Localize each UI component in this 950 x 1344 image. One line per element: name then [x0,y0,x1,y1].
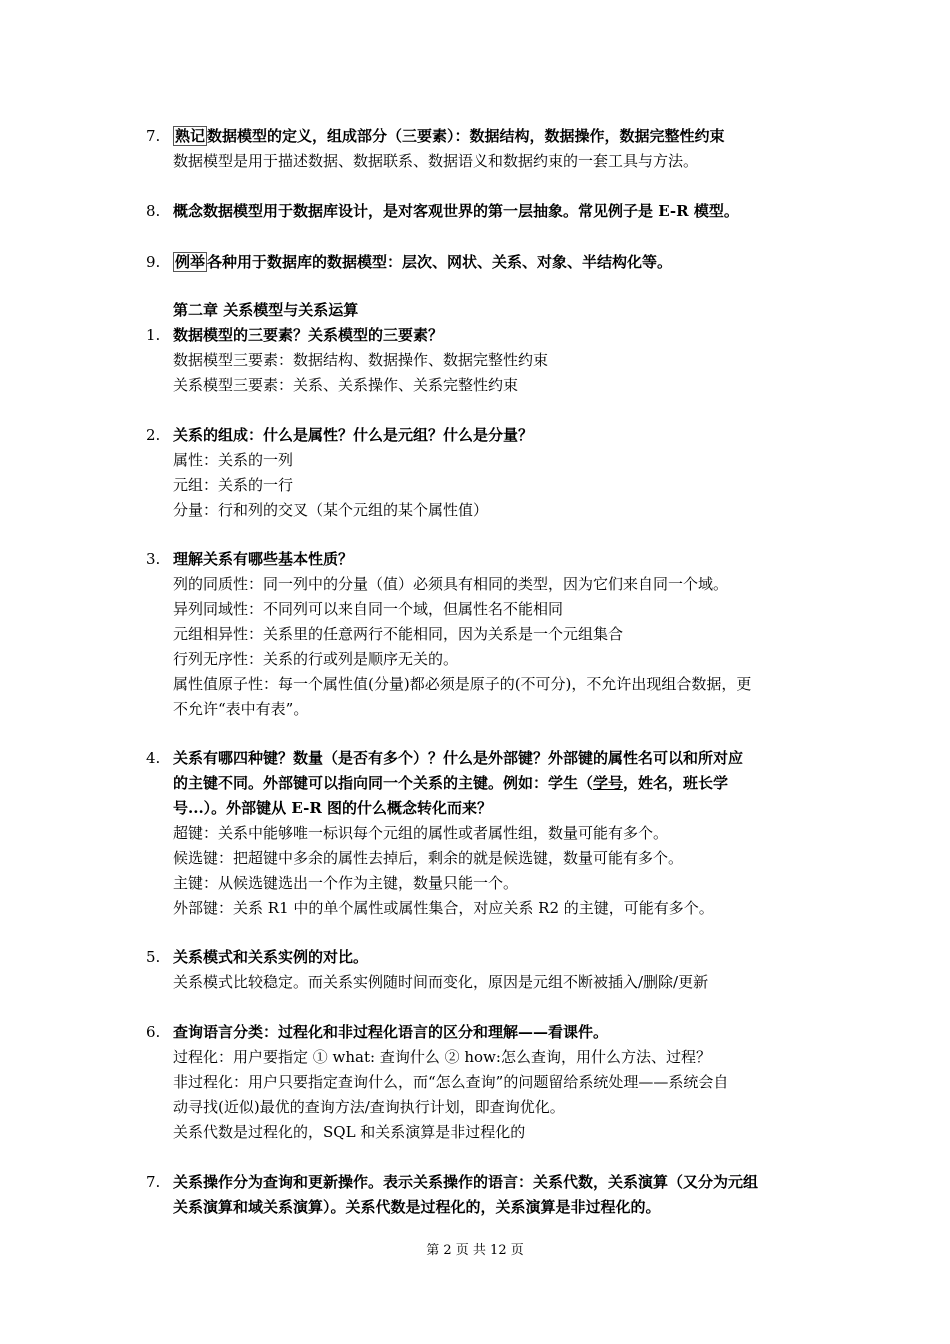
item-body-line: 动寻找(近似)最优的查询方法/查询执行计划，即查询优化。 [173,1098,565,1116]
list-item [146,1170,816,1220]
list-item [146,250,816,275]
item-number: 6. [146,1023,161,1041]
item-number: 2. [146,426,161,444]
list-item [146,746,816,921]
item-body-line: 超键：关系中能够唯一标识每个元组的属性或者属性组，数量可能有多个。 [173,824,669,842]
item-body-line: 非过程化：用户只要指定查询什么，而“怎么查询”的问题留给系统处理——系统会自 [173,1073,729,1091]
list-item [146,199,816,224]
boxed-keyword: 熟记 [175,127,206,145]
item-body-line: 外部键：关系 R1 中的单个属性或属性集合，对应关系 R2 的主键，可能有多个。 [173,899,714,917]
item-heading: 关系的组成：什么是属性？什么是元组？什么是分量？ [173,426,534,444]
heading-text: 数据模型的定义，组成部分（三要素）：数据结构，数据操作，数据完整性约束 [207,127,725,145]
item-body-line: 分量：行和列的交叉（某个元组的某个属性值） [173,501,489,519]
list-item [146,1020,816,1145]
item-body-line: 过程化：用户要指定 ① what: 查询什么 ② how:怎么查询，用什么方法、过程？ [173,1048,711,1066]
heading-text: 各种用于数据库的数据模型：层次、网状、关系、对象、半结构化等。 [207,253,673,271]
item-body-line: 元组相异性：关系里的任意两行不能相同，因为关系是一个元组集合 [173,625,624,643]
item-number: 7. [146,1173,161,1191]
item-heading: 理解关系有哪些基本性质？ [173,550,354,568]
item-heading [173,124,816,149]
item-number: 1. [146,326,161,344]
chapter-title: 第二章 关系模型与关系运算 [173,301,359,319]
item-heading: 概念数据模型用于数据库设计，是对客观世界的第一层抽象。常见例子是 E-R 模型。 [173,202,739,220]
item-body-line: 异列同域性：不同列可以来自同一个域，但属性名不能相同 [173,600,564,618]
item-heading: 关系演算和域关系演算）。关系代数是过程化的，关系演算是非过程化的。 [173,1198,661,1216]
item-heading: 数据模型的三要素？关系模型的三要素？ [173,326,444,344]
item-body-line: 数据模型三要素：数据结构、数据操作、数据完整性约束 [173,351,549,369]
item-number: 5. [146,948,161,966]
item-heading [173,771,816,796]
page-footer: 第 2 页 共 12 页 [426,1243,524,1258]
item-body-line: 属性值原子性：每一个属性值(分量)都必须是原子的(不可分)，不允许出现组合数据，更 [173,675,752,693]
list-item [146,423,816,523]
list-item [146,124,816,174]
item-body-line: 元组：关系的一行 [173,476,294,494]
item-heading: 关系操作分为查询和更新操作。表示关系操作的语言：关系代数，关系演算（又分为元组 [173,1173,759,1191]
item-body-line: 不允许“表中有表”。 [173,700,309,718]
item-body-line: 行列无序性：关系的行或列是顺序无关的。 [173,650,459,668]
item-heading: 号...）。外部键从 E-R 图的什么概念转化而来？ [173,799,493,817]
underlined-key: 学号 [593,774,624,792]
list-item [146,547,816,722]
item-body-line: 关系代数是过程化的，SQL 和关系演算是非过程化的 [173,1123,526,1141]
list-item [146,945,816,995]
item-heading: 关系模式和关系实例的对比。 [173,948,369,966]
item-body-line: 关系模式比较稳定。而关系实例随时间而变化，原因是元组不断被插入/删除/更新 [173,973,709,991]
item-number: 4. [146,749,161,767]
item-number: 7. [146,127,161,145]
item-body-line: 属性：关系的一列 [173,451,294,469]
heading-text: 的主键不同。外部键可以指向同一个关系的主键。例如：学生（ [173,774,594,792]
item-number: 3. [146,550,161,568]
boxed-keyword: 例举 [175,253,206,271]
item-body-line: 主键：从候选键选出一个作为主键，数量只能一个。 [173,874,519,892]
item-heading: 查询语言分类：过程化和非过程化语言的区分和理解——看课件。 [173,1023,609,1041]
list-item [146,323,816,398]
item-body-line: 列的同质性：同一列中的分量（值）必须具有相同的类型，因为它们来自同一个域。 [173,575,729,593]
item-body-line: 关系模型三要素：关系、关系操作、关系完整性约束 [173,376,519,394]
item-body-line: 候选键：把超键中多余的属性去掉后，剩余的就是候选键，数量可能有多个。 [173,849,684,867]
item-heading: 关系有哪四种键？数量（是否有多个）？什么是外部键？外部键的属性名可以和所对应 [173,749,744,767]
heading-text: ，姓名，班长学 [623,774,729,792]
item-heading [173,250,816,275]
item-number: 8. [146,202,161,220]
item-body-line: 数据模型是用于描述数据、数据联系、数据语义和数据约束的一套工具与方法。 [173,152,699,170]
item-number: 9. [146,253,161,271]
